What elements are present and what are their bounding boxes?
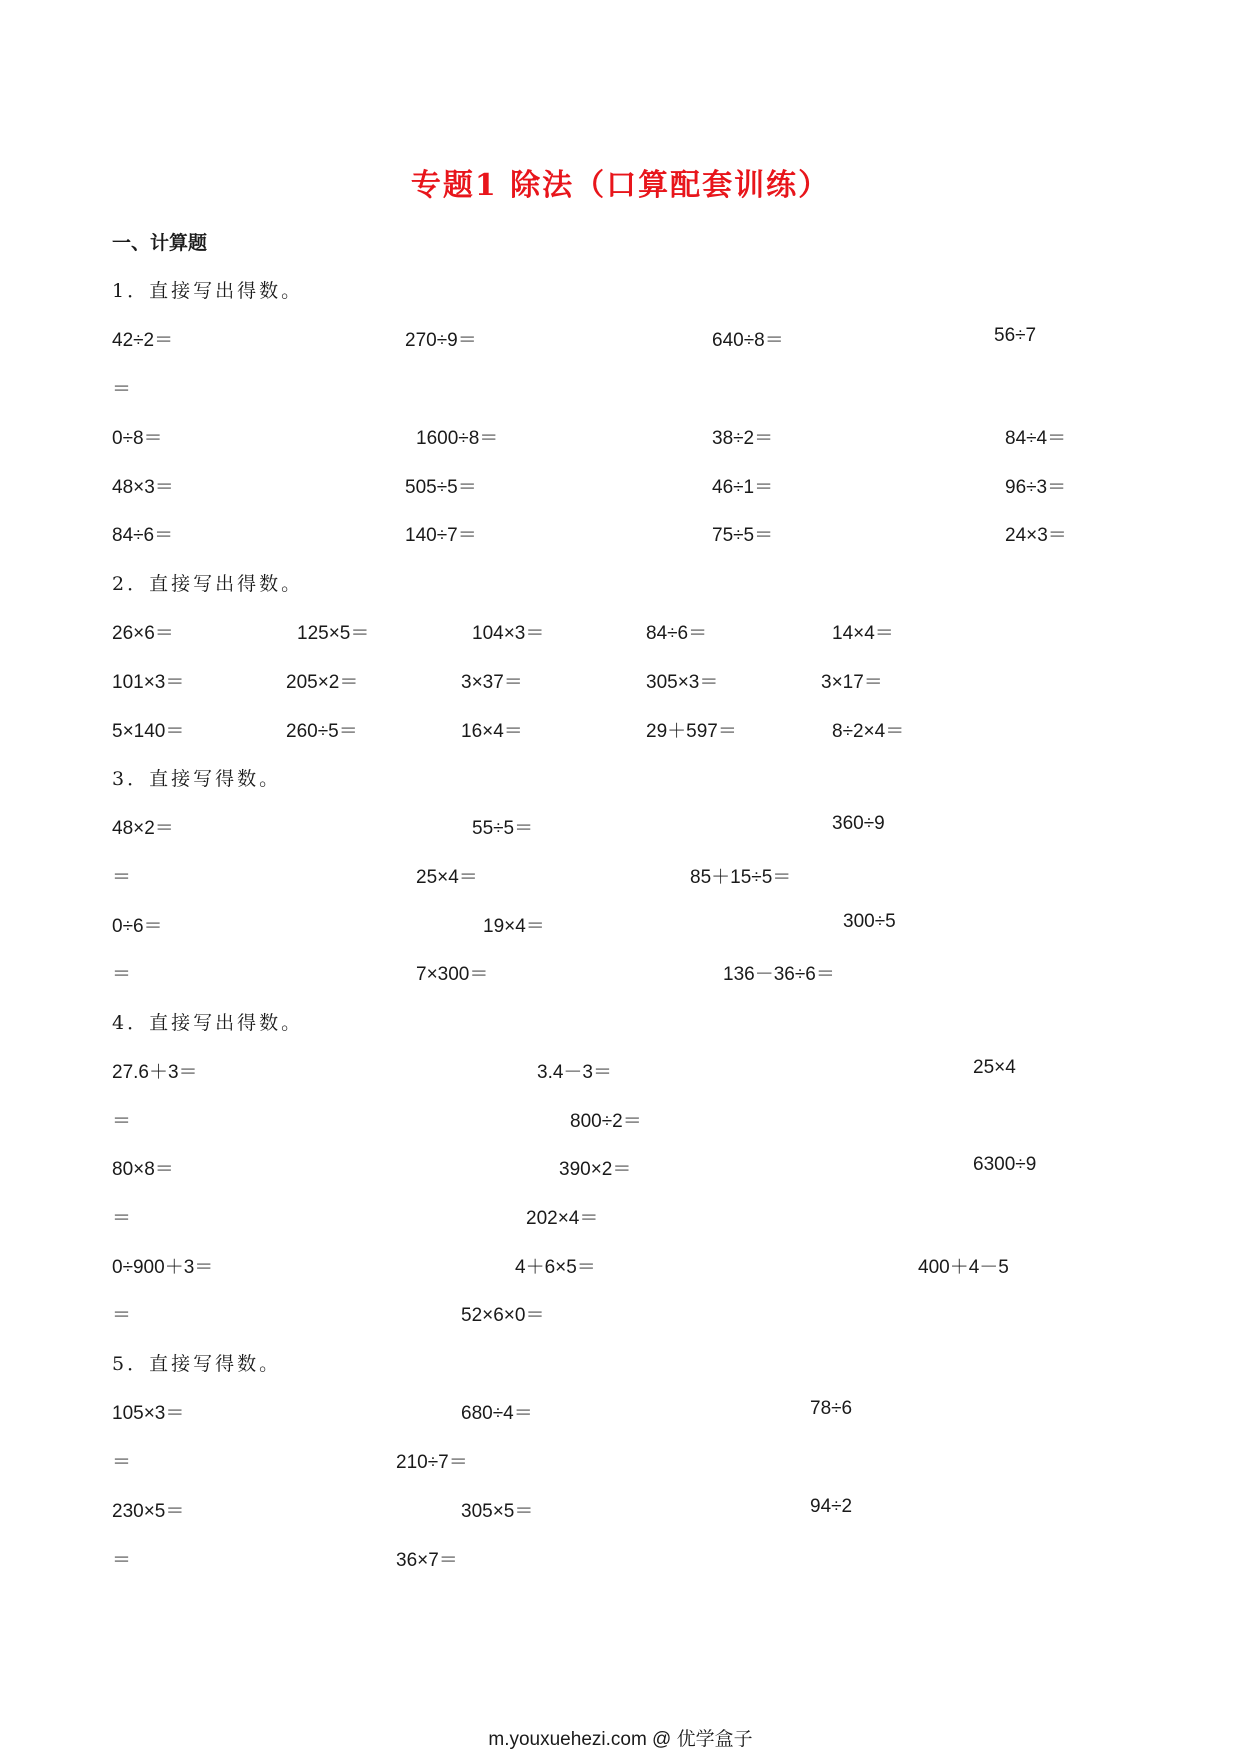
expression: 101×3＝ [112, 672, 185, 693]
expression: 125×5＝ [297, 623, 370, 644]
expression: 0÷6＝ [112, 916, 163, 937]
footer-source: m.youxuehezi.com @ 优学盒子 [488, 1729, 753, 1750]
expression: 680÷4＝ [461, 1403, 533, 1424]
expression: 27.6＋3＝ [112, 1062, 198, 1083]
expression: 800÷2＝ [570, 1111, 642, 1132]
page-title: 专题1 除法（口算配套训练） [410, 168, 831, 203]
expression: 3×17＝ [821, 672, 883, 693]
expression: 26×6＝ [112, 623, 174, 644]
question-4-title: 4．直接写出得数。 [112, 1012, 304, 1034]
expression: 52×6×0＝ [461, 1305, 545, 1326]
question-2-title: 2．直接写出得数。 [112, 573, 304, 595]
expression: 360÷9 [832, 813, 885, 834]
expression: 14×4＝ [832, 623, 894, 644]
expression: 210÷7＝ [396, 1452, 468, 1473]
expression: 0÷8＝ [112, 428, 163, 449]
expression: 6300÷9 [973, 1154, 1037, 1175]
expression: 36×7＝ [396, 1550, 458, 1571]
question-5-title: 5．直接写得数。 [112, 1353, 282, 1375]
expression: 80×8＝ [112, 1159, 174, 1180]
expression: 1600÷8＝ [416, 428, 499, 449]
expression: 305×3＝ [646, 672, 719, 693]
expression: 140÷7＝ [405, 525, 477, 546]
expression: 38÷2＝ [712, 428, 774, 449]
expression: 56÷7 [994, 325, 1037, 346]
expression: 202×4＝ [526, 1208, 599, 1229]
expression: ＝ [112, 1305, 132, 1326]
expression: ＝ [112, 964, 132, 985]
expression: 305×5＝ [461, 1501, 534, 1522]
expression: 24×3＝ [1005, 525, 1067, 546]
expression: 85＋15÷5＝ [690, 867, 792, 888]
expression: 84÷6＝ [112, 525, 174, 546]
expression: ＝ [112, 1111, 132, 1132]
expression: ＝ [112, 1452, 132, 1473]
section-title: 一、计算题 [112, 232, 208, 254]
expression: 42÷2＝ [112, 330, 174, 351]
expression: ＝ [112, 1208, 132, 1229]
expression: 205×2＝ [286, 672, 359, 693]
expression: 78÷6 [810, 1398, 853, 1419]
expression: 3×37＝ [461, 672, 523, 693]
expression: 270÷9＝ [405, 330, 477, 351]
expression: 16×4＝ [461, 721, 523, 742]
expression: 3.4－3＝ [537, 1062, 612, 1083]
expression: 55÷5＝ [472, 818, 534, 839]
expression: 84÷6＝ [646, 623, 708, 644]
expression: 0÷900＋3＝ [112, 1257, 214, 1278]
expression: 75÷5＝ [712, 525, 774, 546]
expression: ＝ [112, 867, 132, 888]
expression: 400＋4－5 [918, 1257, 1009, 1278]
expression: 25×4 [973, 1057, 1016, 1078]
question-1-title: 1．直接写出得数。 [112, 280, 304, 302]
expression: 104×3＝ [472, 623, 545, 644]
expression: 48×2＝ [112, 818, 174, 839]
expression: 136－36÷6＝ [723, 964, 835, 985]
expression: 4＋6×5＝ [515, 1257, 596, 1278]
expression: ＝ [112, 379, 132, 400]
expression: 96÷3＝ [1005, 477, 1067, 498]
expression: 7×300＝ [416, 964, 489, 985]
expression: 25×4＝ [416, 867, 478, 888]
expression: 505÷5＝ [405, 477, 477, 498]
expression: 390×2＝ [559, 1159, 632, 1180]
question-3-title: 3．直接写得数。 [112, 768, 282, 790]
expression: 29＋597＝ [646, 721, 737, 742]
expression: 8÷2×4＝ [832, 721, 905, 742]
expression: 48×3＝ [112, 477, 174, 498]
expression: 84÷4＝ [1005, 428, 1067, 449]
expression: 19×4＝ [483, 916, 545, 937]
expression: 5×140＝ [112, 721, 185, 742]
expression: 640÷8＝ [712, 330, 784, 351]
expression: 105×3＝ [112, 1403, 185, 1424]
expression: 46÷1＝ [712, 477, 774, 498]
expression: 300÷5 [843, 911, 896, 932]
expression: ＝ [112, 1550, 132, 1571]
expression: 230×5＝ [112, 1501, 185, 1522]
expression: 260÷5＝ [286, 721, 358, 742]
expression: 94÷2 [810, 1496, 853, 1517]
